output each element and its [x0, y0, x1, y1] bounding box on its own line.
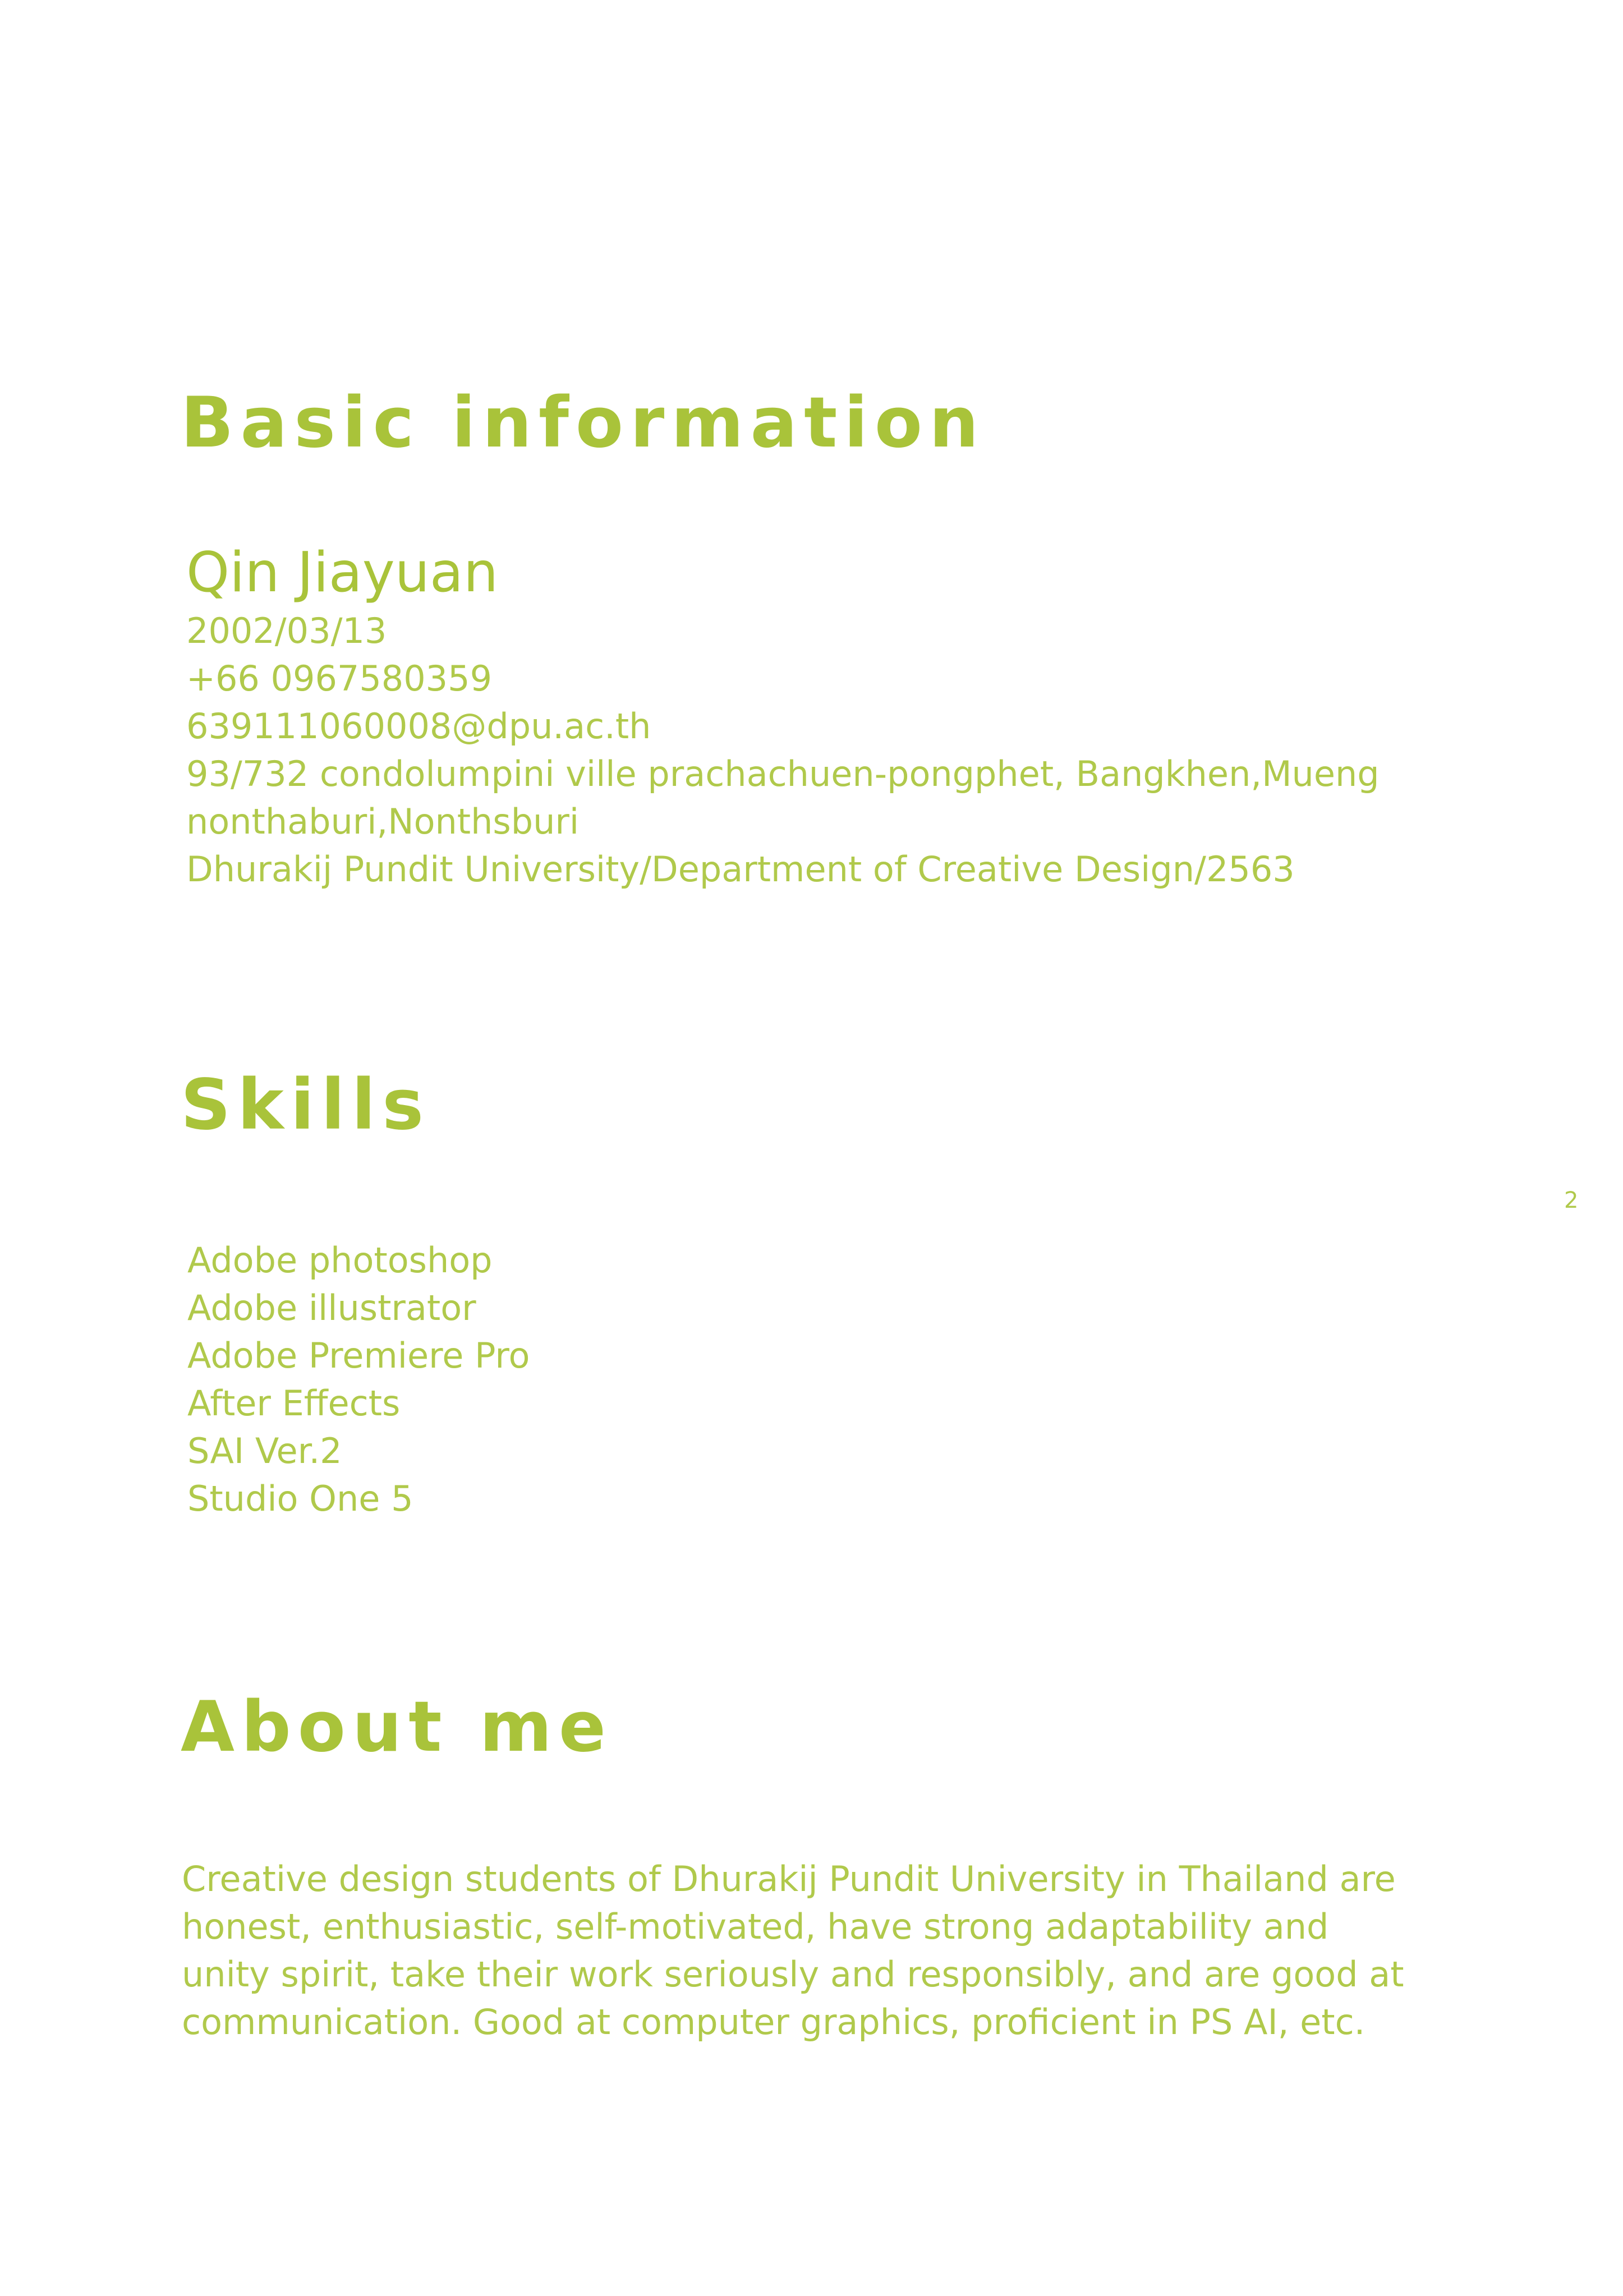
about-me-line: unity spirit, take their work seriously and responsibly, and are good at [182, 1954, 1404, 1995]
email-address: 639111060008@dpu.ac.th [186, 706, 651, 747]
skill-item: After Effects [187, 1383, 401, 1424]
basic-information-heading: Basic information [181, 383, 986, 463]
about-me-line: communication. Good at computer graphics, proficient in PS AI, etc. [182, 2001, 1365, 2042]
page-number: 2 [1564, 1188, 1579, 1213]
about-me-heading: About me [181, 1687, 613, 1768]
about-me-paragraph [182, 1855, 1404, 2046]
skill-item: SAI Ver.2 [187, 1430, 342, 1471]
about-me-line: honest, enthusiastic, self-motivated, have strong adaptability and [182, 1906, 1329, 1947]
education: Dhurakij Pundit University/Department of Creative Design/2563 [186, 849, 1295, 890]
skill-item: Adobe Premiere Pro [187, 1335, 530, 1376]
person-name: Qin Jiayuan [186, 541, 499, 605]
address-line-2: nonthaburi,Nonthsburi [186, 801, 580, 842]
basic-info-list [186, 607, 1380, 893]
skill-item: Studio One 5 [187, 1478, 413, 1519]
skill-item: Adobe photoshop [187, 1240, 493, 1281]
skills-list [187, 1236, 530, 1522]
birth-date: 2002/03/13 [186, 610, 387, 651]
address-line-1: 93/732 condolumpini ville prachachuen-pongphet, Bangkhen,Mueng [186, 753, 1380, 794]
about-me-line: Creative design students of Dhurakij Pundit University in Thailand are [182, 1858, 1396, 1899]
phone-number: +66 0967580359 [186, 658, 493, 699]
skill-item: Adobe illustrator [187, 1287, 476, 1328]
skills-heading: Skills [181, 1065, 431, 1145]
